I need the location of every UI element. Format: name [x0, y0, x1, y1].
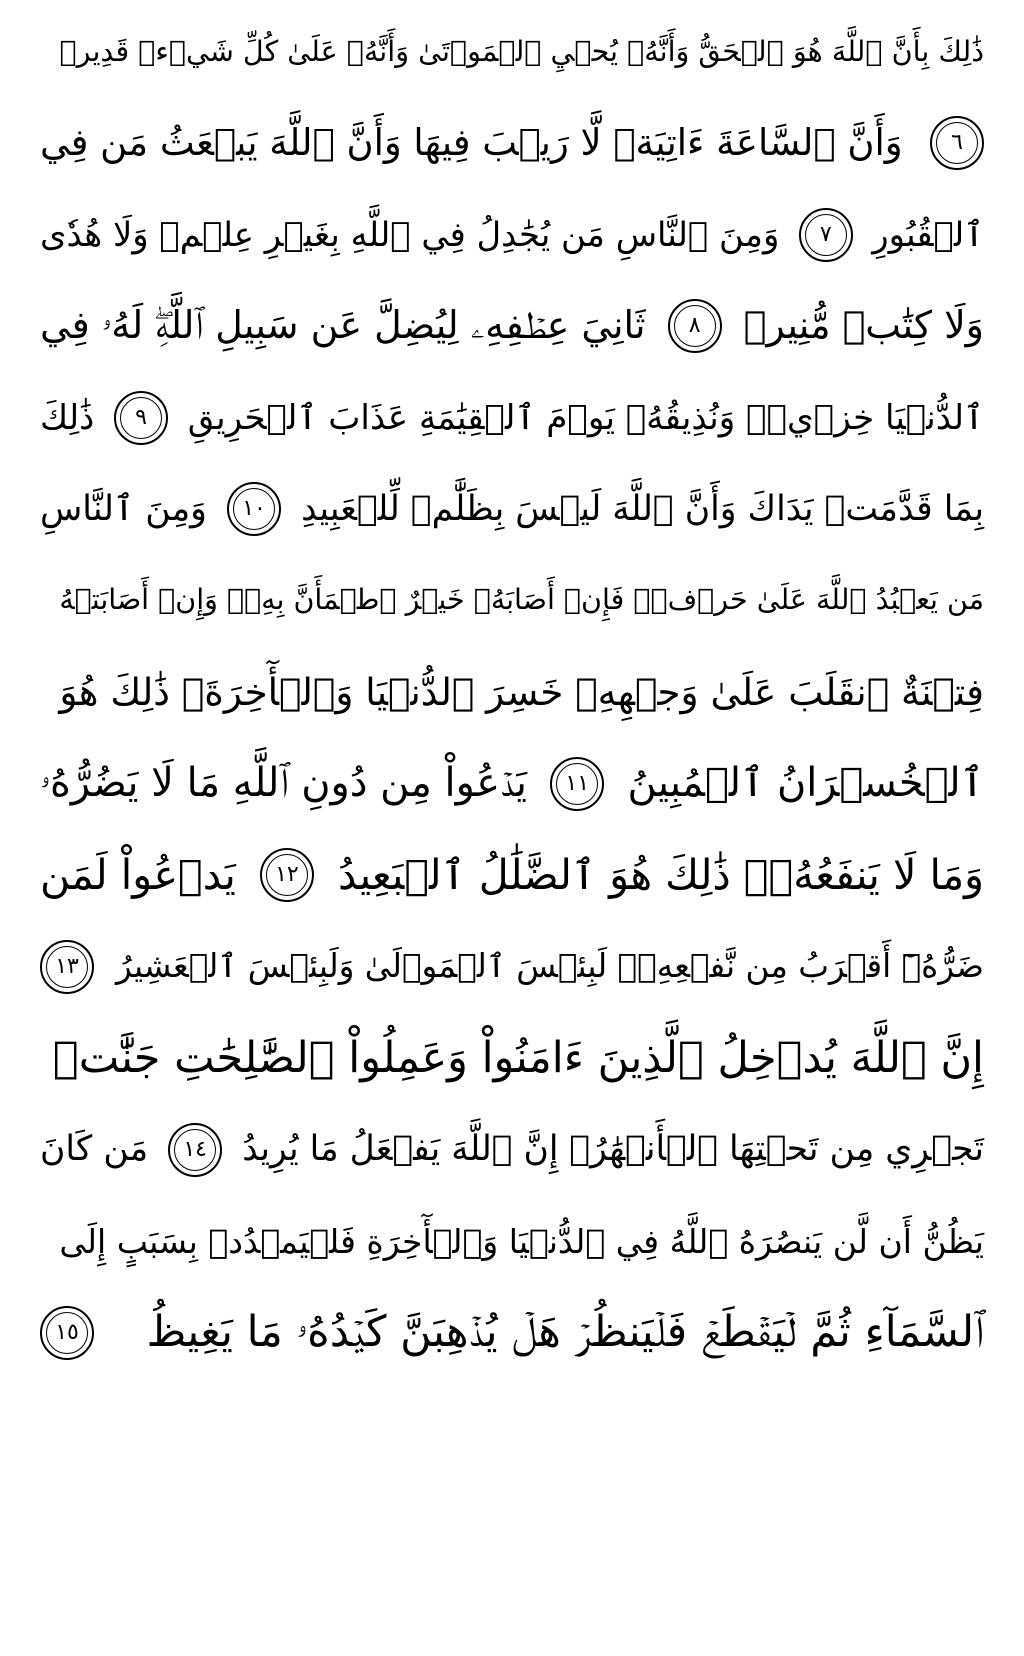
- text-line: [40, 189, 984, 281]
- text-line: [40, 555, 984, 647]
- verse-text: ٱلدُّنۡيَا خِزۡيٞۖ وَنُذِيقُهُۥ يَوۡمَ ٱلۡقِيَٰمَةِ عَذَابَ ٱلۡحَرِيقِ: [187, 397, 984, 438]
- text-line: [40, 1196, 984, 1288]
- text-line: [40, 830, 984, 922]
- verse-text: إِنَّ ٱللَّهَ يُدۡخِلُ ٱلَّذِينَ ءَامَنُواْ وَعَمِلُواْ ٱلصَّٰلِحَٰتِ جَنَّٰتٖ: [52, 1032, 984, 1083]
- verse-text: مَن كَانَ: [40, 1129, 149, 1170]
- text-line: [40, 921, 984, 1013]
- verse-number-marker: [227, 482, 281, 536]
- verse-text: ضَرُّهُۥٓ أَقۡرَبُ مِن نَّفۡعِهِۦۚ لَبِئۡسَ ٱلۡمَوۡلَىٰ وَلَبِئۡسَ ٱلۡعَشِيرُ: [116, 947, 984, 986]
- verse-number-marker: [550, 757, 604, 811]
- verse-number: ١٢: [275, 862, 299, 888]
- verse-text: يَظُنُّ أَن لَّن يَنصُرَهُ ٱللَّهُ فِي ٱلدُّنۡيَا وَٱلۡأٓخِرَةِ فَلۡيَمۡدُدۡ بِسَبَبٍ إِلَى: [59, 1221, 984, 1261]
- verse-number-marker: [40, 940, 94, 994]
- verse-number: ١٤: [183, 1136, 207, 1162]
- text-line: [40, 1013, 984, 1105]
- text-line: [40, 6, 984, 98]
- verse-number-marker: [114, 391, 168, 445]
- verse-text: وَلَا كِتَٰبٖ مُّنِيرٖ: [743, 303, 984, 348]
- verse-text: تَجۡرِي مِن تَحۡتِهَا ٱلۡأَنۡهَٰرُۚ إِنَّ ٱللَّهَ يَفۡعَلُ مَا يُرِيدُ: [242, 1129, 984, 1170]
- text-line: [40, 98, 984, 190]
- verse-text: ذَٰلِكَ: [40, 397, 95, 438]
- verse-number: ٨: [688, 313, 701, 339]
- verse-text: وَمَا لَا يَنفَعُهُۥۚ ذَٰلِكَ هُوَ ٱلضَّلَٰلُ ٱلۡبَعِيدُ: [338, 850, 984, 899]
- verse-text: ذَٰلِكَ بِأَنَّ ٱللَّهَ هُوَ ٱلۡحَقُّ وَأَنَّهُۥ يُحۡيِ ٱلۡمَوۡتَىٰ وَأَنَّهُۥ عَلَىٰ كُلِّ شَيۡءٖ قَدِيرٞ: [59, 34, 984, 69]
- text-line: [40, 464, 984, 556]
- verse-text: وَمِنَ ٱلنَّاسِ: [40, 488, 207, 529]
- verse-text: ٱلۡقُبُورِ: [872, 214, 984, 254]
- verse-number-marker: [668, 299, 722, 353]
- text-line: [40, 372, 984, 464]
- verse-number: ٧: [819, 221, 832, 247]
- verse-number-marker: [168, 1123, 222, 1177]
- text-line: [40, 738, 984, 830]
- verse-text: ٱلۡخُسۡرَانُ ٱلۡمُبِينُ: [627, 759, 984, 806]
- verse-number: ١١: [565, 770, 590, 796]
- verse-number: ٩: [135, 404, 147, 430]
- verse-text: وَمِنَ ٱلنَّاسِ مَن يُجَٰدِلُ فِي ٱللَّهِ بِغَيۡرِ عِلۡمٖ وَلَا هُدٗى: [40, 214, 780, 254]
- verse-text: وَأَنَّ ٱلسَّاعَةَ ءَاتِيَةٞ لَّا رَيۡبَ فِيهَا وَأَنَّ ٱللَّهَ يَبۡعَثُ مَن فِي: [40, 120, 903, 164]
- verse-text: فِتۡنَةٌ ٱنقَلَبَ عَلَىٰ وَجۡهِهِۦ خَسِرَ ٱلدُّنۡيَا وَٱلۡأٓخِرَةَۚ ذَٰلِكَ هُوَ: [59, 669, 984, 714]
- verse-number-marker: [799, 208, 853, 262]
- verse-text: ٱلسَّمَآءِ ثُمَّ لۡيَقۡطَعۡ فَلۡيَنظُرۡ هَلۡ يُذۡهِبَنَّ كَيۡدُهُۥ مَا يَغِيظُ: [146, 1307, 984, 1358]
- verse-text: مَن يَعۡبُدُ ٱللَّهَ عَلَىٰ حَرۡفٖۖ فَإِنۡ أَصَابَهُۥ خَيۡرٌ ٱطۡمَأَنَّ بِهِۦۖ وَإِنۡ أَصَابَتۡهُ: [59, 583, 984, 617]
- verse-text: بِمَا قَدَّمَتۡ يَدَاكَ وَأَنَّ ٱللَّهَ لَيۡسَ بِظَلَّٰمٖ لِّلۡعَبِيدِ: [301, 488, 984, 529]
- verse-number-marker: [40, 1306, 94, 1360]
- verse-number-marker: [930, 116, 984, 170]
- verse-number: ٦: [951, 130, 963, 156]
- verse-text: ثَانِيَ عِطۡفِهِۦ لِيُضِلَّ عَن سَبِيلِ ٱللَّهِۖ لَهُۥ فِي: [40, 303, 646, 348]
- verse-number-marker: [260, 848, 314, 902]
- verse-number: ١٣: [55, 953, 79, 979]
- text-line: [40, 647, 984, 739]
- verse-number: ١٠: [242, 496, 266, 522]
- text-line: [40, 1104, 984, 1196]
- verse-text: يَدۡعُواْ لَمَن: [40, 850, 236, 899]
- text-line: [40, 281, 984, 373]
- verse-number: ١٥: [55, 1319, 79, 1345]
- text-line: [40, 1287, 984, 1379]
- verse-text: يَدۡعُواْ مِن دُونِ ٱللَّهِ مَا لَا يَضُرُّهُۥ: [40, 759, 527, 806]
